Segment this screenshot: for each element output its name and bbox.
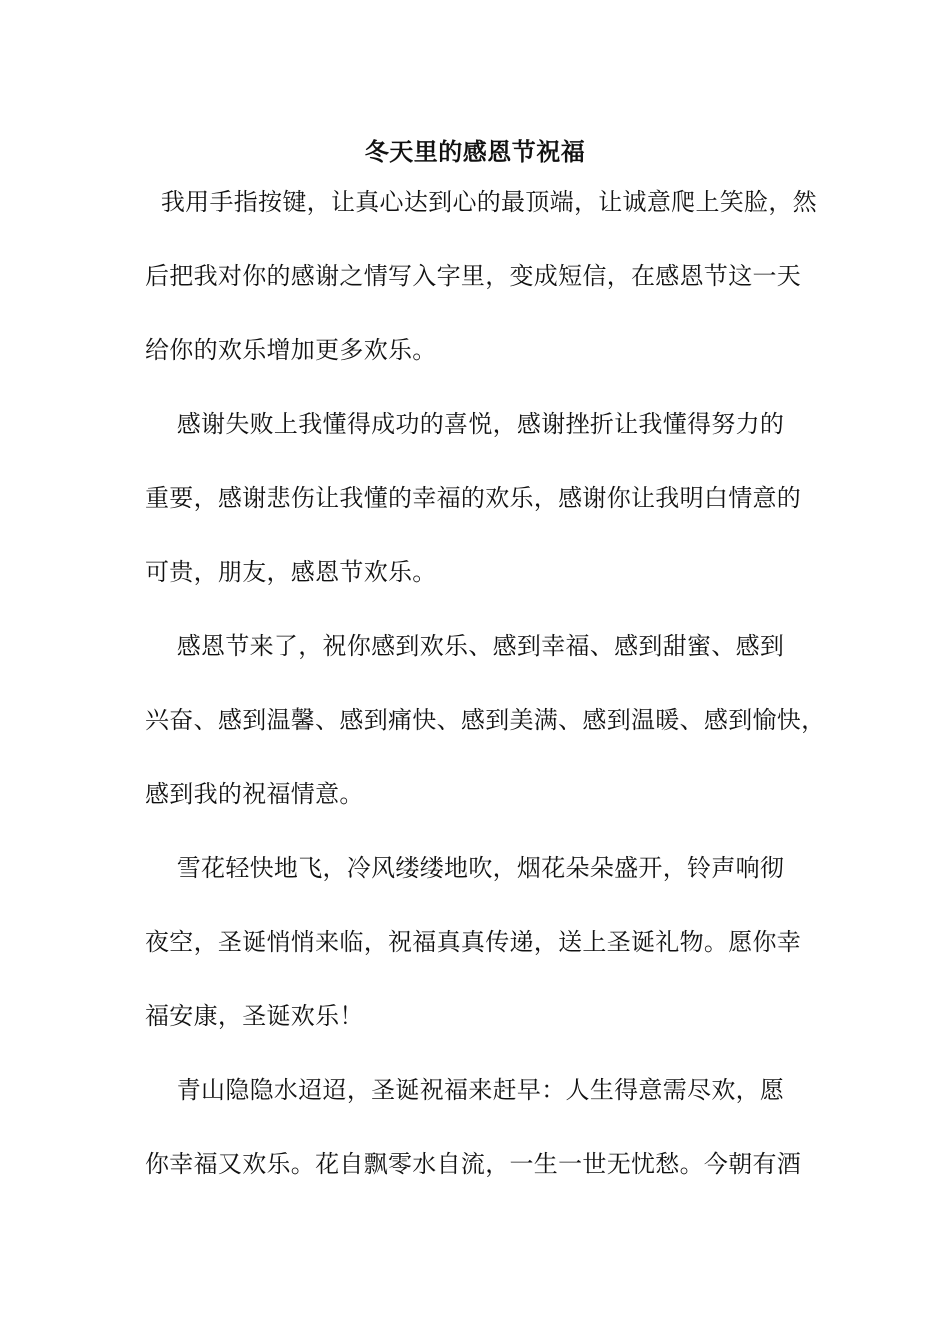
text-line: 感谢失败上我懂得成功的喜悦，感谢挫折让我懂得努力的: [145, 410, 785, 438]
text-line: 可贵，朋友，感恩节欢乐。: [145, 558, 437, 586]
text-line: 福安康，圣诞欢乐！: [145, 1002, 364, 1030]
document-title: 冬天里的感恩节祝福: [364, 137, 586, 166]
text-line: 感到我的祝福情意。: [145, 780, 364, 808]
text-line: 我用手指按键，让真心达到心的最顶端，让诚意爬上笑脸，然: [145, 188, 817, 216]
text-line: 给你的欢乐增加更多欢乐。: [145, 336, 437, 364]
text-line: 感恩节来了，祝你感到欢乐、感到幸福、感到甜蜜、感到: [145, 632, 785, 660]
text-line: 青山隐隐水迢迢，圣诞祝福来赶早：人生得意需尽欢，愿: [145, 1076, 785, 1104]
text-line: 兴奋、感到温馨、感到痛快、感到美满、感到温暖、感到愉快，: [145, 706, 826, 734]
text-line: 夜空，圣诞悄悄来临，祝福真真传递，送上圣诞礼物。愿你幸: [145, 928, 802, 956]
text-line: 雪花轻快地飞，冷风缕缕地吹，烟花朵朵盛开，铃声响彻: [145, 854, 785, 882]
text-line: 你幸福又欢乐。花自飘零水自流，一生一世无忧愁。今朝有酒: [145, 1150, 802, 1178]
text-line: 重要，感谢悲伤让我懂的幸福的欢乐，感谢你让我明白情意的: [145, 484, 802, 512]
text-line: 后把我对你的感谢之情写入字里，变成短信，在感恩节这一天: [145, 262, 802, 290]
